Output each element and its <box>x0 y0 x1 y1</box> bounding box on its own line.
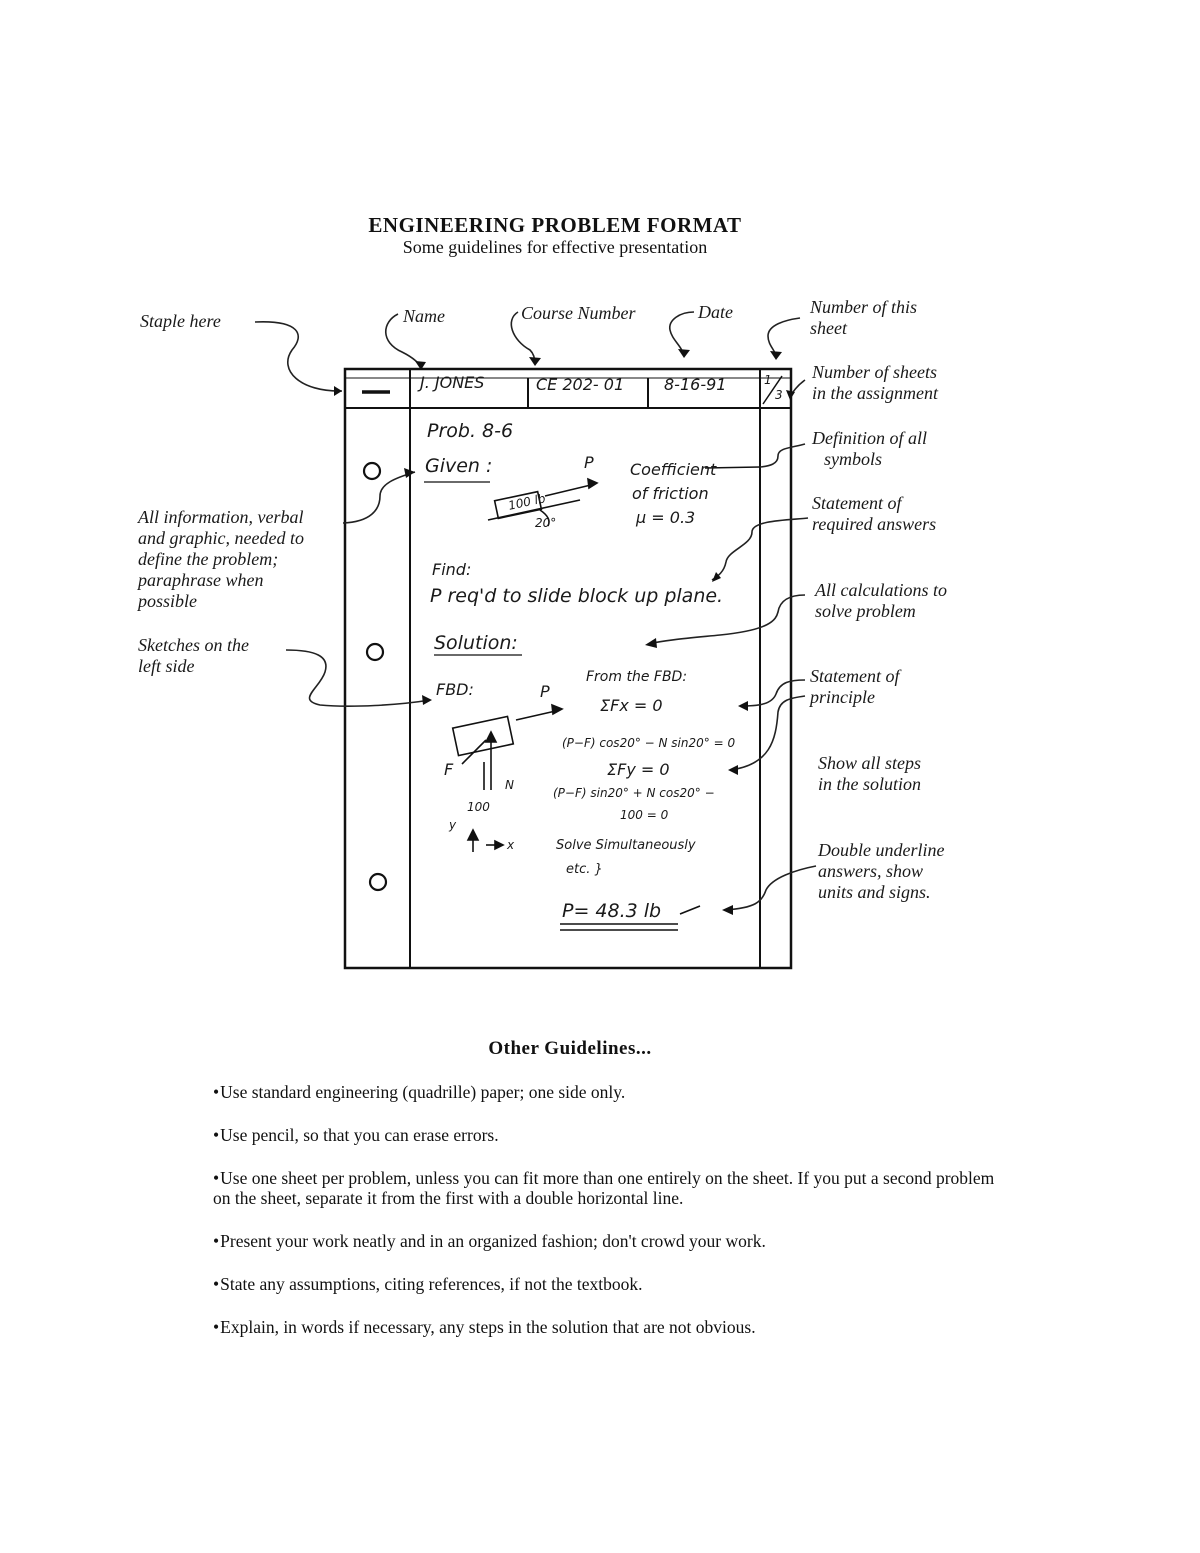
solution-label: Solution: <box>434 632 518 654</box>
page-title: ENGINEERING PROBLEM FORMAT <box>368 213 742 237</box>
final-answer: P= 48.3 lb <box>562 900 662 922</box>
label-sheet-number: Number of this sheet <box>810 297 918 338</box>
leader-staple <box>255 322 342 391</box>
fbd-weight-label: 100 <box>467 800 490 814</box>
label-calculations: All calculations to solve problem <box>815 580 947 621</box>
label-staple-here: Staple here <box>140 311 221 331</box>
fbd-y-label: y <box>449 818 457 832</box>
from-fbd-label: From the FBD: <box>586 669 688 685</box>
guideline-item: • Use one sheet per problem, unless you can fit more than one entirely on the sheet. If you put a second problem on the sheet, separate it from the first with a double horizontal line. <box>213 1168 1003 1208</box>
leader-sketches <box>286 650 430 706</box>
sum-fy-equation: ΣFy = 0 <box>607 760 670 779</box>
label-date: Date <box>698 302 733 322</box>
label-course-number: Course Number <box>521 303 636 323</box>
fbd-n-label: N <box>505 778 514 792</box>
sheet-name: J. JONES <box>420 373 485 392</box>
given-label: Given : <box>425 455 493 477</box>
find-text: P req'd to slide block up plane. <box>430 585 724 607</box>
leader-given <box>343 472 415 523</box>
solve-line-2: etc. } <box>566 862 603 877</box>
force-p-label: P <box>584 453 594 472</box>
coefficient-line1: Coefficient <box>630 460 717 479</box>
block-weight-label: 100 lb <box>506 491 547 513</box>
label-show-steps: Show all steps in the solution <box>818 753 922 794</box>
equation-2b: 100 = 0 <box>620 808 669 822</box>
fbd-p-label: P <box>540 682 550 701</box>
label-name: Name <box>403 306 445 326</box>
label-double-underline: Double underline answers, show units and signs. <box>818 840 945 902</box>
punch-hole-top <box>364 463 380 479</box>
find-label: Find: <box>432 560 472 579</box>
guideline-item: • Present your work neatly and in an organized fashion; don't crowd your work. <box>213 1231 1003 1251</box>
equation-1: (P−F) cos20° − N sin20° = 0 <box>562 736 736 750</box>
sum-fx-equation: ΣFx = 0 <box>600 696 663 715</box>
equation-2a: (P−F) sin20° + N cos20° − <box>553 786 715 800</box>
guideline-item: • Use pencil, so that you can erase errors. <box>213 1125 1003 1145</box>
other-guidelines-title: Other Guidelines... <box>488 1038 652 1059</box>
sheet-number: 1 <box>764 373 772 387</box>
punch-hole-middle <box>367 644 383 660</box>
label-required-answers: Statement of required answers <box>812 493 937 534</box>
sheet-course: CE 202- 01 <box>536 375 625 394</box>
coefficient-line2: of friction <box>632 484 709 503</box>
label-definitions: Definition of all symbols <box>812 428 927 469</box>
fbd-x-label: x <box>507 838 515 852</box>
label-all-information: All information, verbal and graphic, needed to define the problem; paraphrase when possible <box>138 507 304 611</box>
label-sheet-count: Number of sheets in the assignment <box>812 362 938 403</box>
label-sketches: Sketches on the left side <box>138 635 249 676</box>
guideline-item: • Use standard engineering (quadrille) paper; one side only. <box>213 1082 1003 1102</box>
leader-double-underline <box>725 866 816 910</box>
guideline-item: • State any assumptions, citing references, if not the textbook. <box>213 1274 1003 1294</box>
guidelines-list <box>213 1082 1003 1360</box>
sheet-total: 3 <box>775 388 783 402</box>
solve-line-1: Solve Simultaneously <box>556 838 696 853</box>
mu-value: μ = 0.3 <box>636 508 696 527</box>
angle-label: 20° <box>535 516 557 530</box>
page-subtitle: Some guidelines for effective presentation <box>402 237 708 257</box>
label-principle: Statement of principle <box>810 666 900 707</box>
problem-number: Prob. 8-6 <box>427 420 514 442</box>
leader-definitions <box>760 444 805 467</box>
fbd-label: FBD: <box>436 680 474 699</box>
guideline-item: • Explain, in words if necessary, any steps in the solution that are not obvious. <box>213 1317 1003 1337</box>
leader-sheet-number <box>768 318 800 356</box>
sheet-date: 8-16-91 <box>664 375 727 394</box>
leader-principle-a <box>740 680 805 706</box>
punch-hole-bottom <box>370 874 386 890</box>
fbd-f-label: F <box>444 760 454 779</box>
sheet-outline <box>345 369 791 968</box>
